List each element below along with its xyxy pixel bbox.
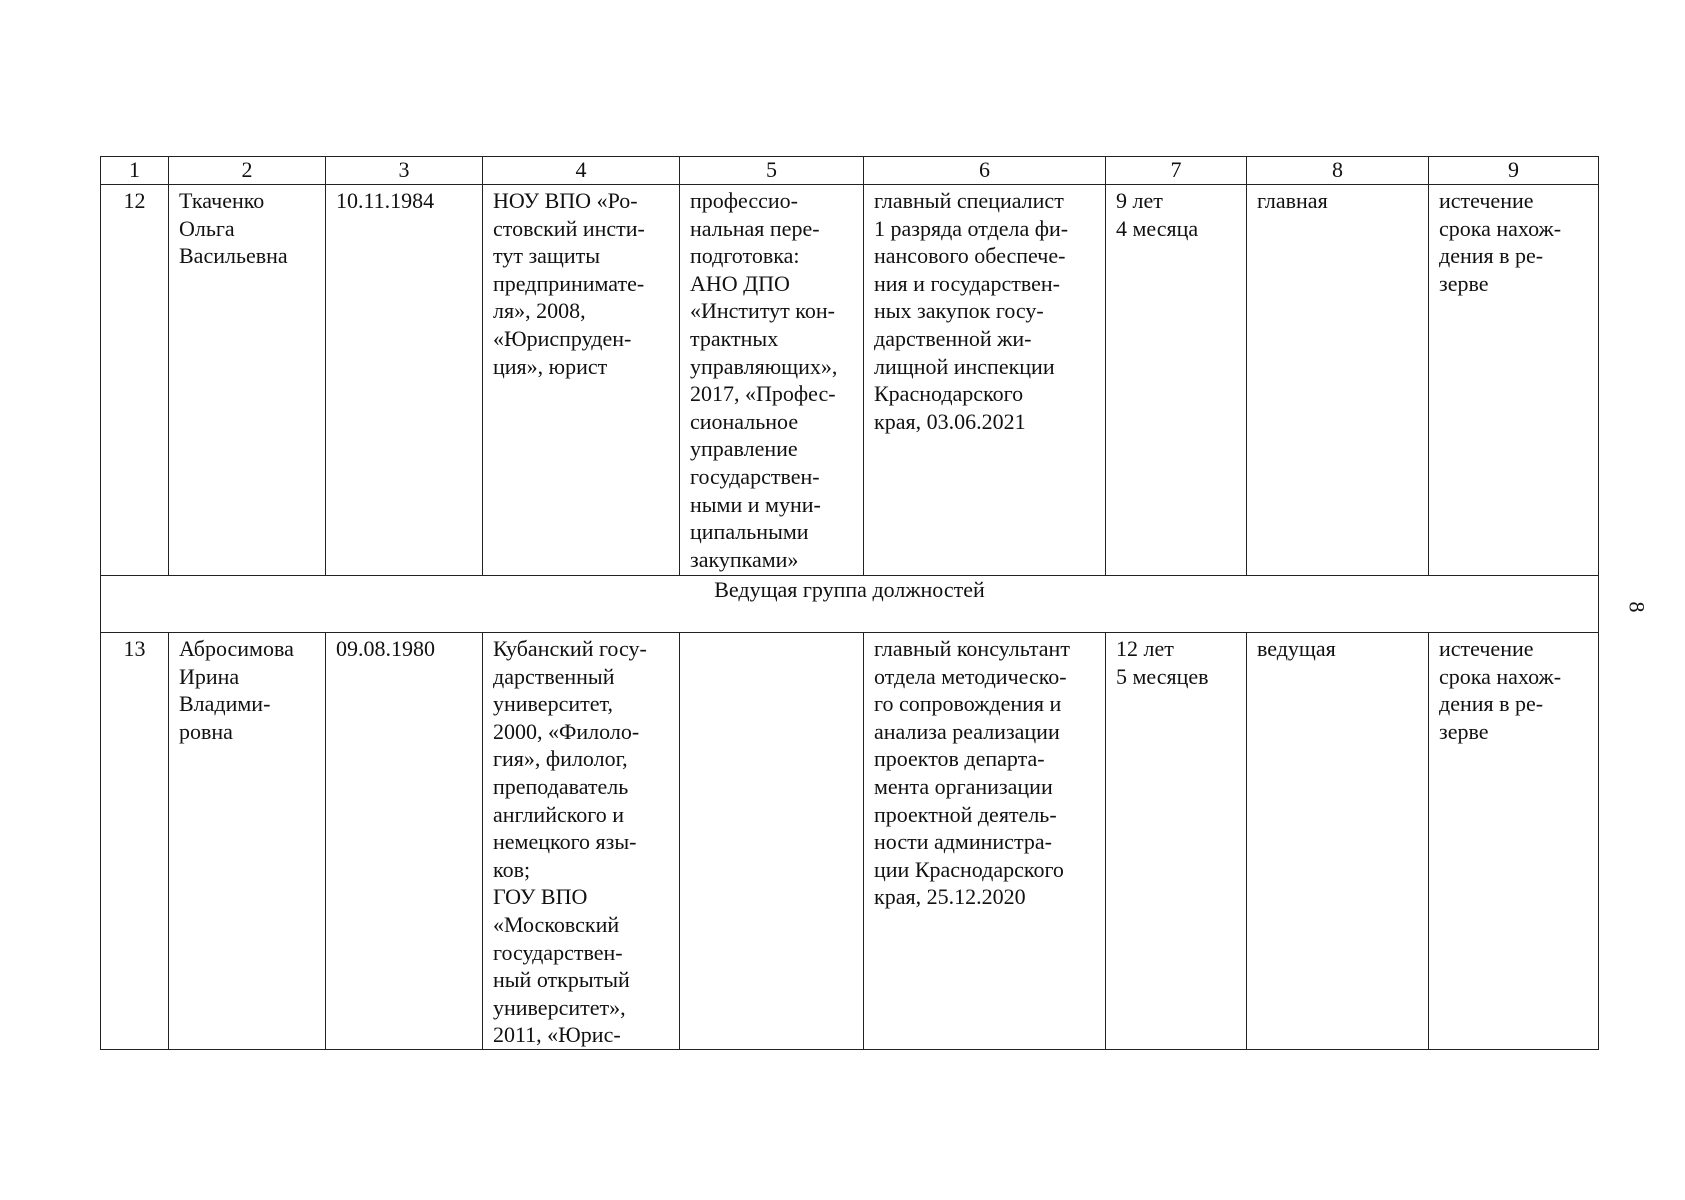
- cell-line: ля», 2008,: [493, 298, 586, 324]
- cell-line: стовский инсти-: [493, 215, 645, 241]
- cell-line: анализа реализации: [874, 718, 1060, 744]
- group-cell: главная: [1247, 185, 1429, 576]
- cell-line: главный консультант: [874, 636, 1070, 661]
- reason-cell: [1429, 633, 1599, 1050]
- group-heading-row: [101, 576, 1599, 633]
- cell-line: управляющих»,: [690, 353, 838, 379]
- name-cell: [169, 633, 326, 1050]
- name-cell: [169, 185, 326, 576]
- column-number-row: [101, 157, 1599, 185]
- cell-line: профессио-: [690, 188, 798, 213]
- cell-line: 2000, «Филоло-: [493, 718, 640, 744]
- additional-education-cell: [680, 185, 864, 576]
- cell-line: ГОУ ВПО: [493, 884, 588, 910]
- cell-line: предпринимате-: [493, 270, 645, 296]
- column-header: 4: [483, 157, 680, 185]
- cell-line: Ольга: [179, 215, 235, 241]
- cell-line: ния и государствен-: [874, 270, 1061, 296]
- experience-cell: [1106, 633, 1247, 1050]
- cell-line: «Московский: [493, 911, 620, 937]
- cell-line: отдела методическо-: [874, 663, 1067, 689]
- experience-cell: [1106, 185, 1247, 576]
- birth-date-cell: 09.08.1980: [326, 633, 483, 1050]
- column-header: 1: [101, 157, 169, 185]
- page-number: 8: [1624, 601, 1650, 613]
- row-number: 13: [101, 633, 169, 1050]
- cell-line: трактных: [690, 325, 779, 351]
- cell-line: срока нахож-: [1439, 215, 1562, 241]
- cell-line: «Юриспруден-: [493, 325, 632, 351]
- position-cell: [864, 633, 1106, 1050]
- cell-line: зерве: [1439, 718, 1489, 744]
- cell-line: Владими-: [179, 691, 271, 717]
- cell-line: истечение: [1439, 188, 1534, 213]
- cell-line: дения в ре-: [1439, 243, 1544, 269]
- cell-line: государствен-: [493, 939, 623, 965]
- education-cell: [483, 185, 680, 576]
- column-header: 2: [169, 157, 326, 185]
- cell-line: дарственный: [493, 663, 615, 689]
- cell-line: ципальными: [690, 519, 809, 545]
- cell-line: Ирина: [179, 663, 240, 689]
- column-header: 7: [1106, 157, 1247, 185]
- cell-line: ный открытый: [493, 967, 630, 993]
- cell-line: Краснодарского: [874, 381, 1024, 407]
- group-cell: ведущая: [1247, 633, 1429, 1050]
- cell-line: 4 месяца: [1116, 215, 1199, 241]
- cell-line: дения в ре-: [1439, 691, 1544, 717]
- cell-line: лищной инспекции: [874, 353, 1055, 379]
- cell-line: «Институт кон-: [690, 298, 835, 324]
- cell-line: 1 разряда отдела фи-: [874, 215, 1069, 241]
- cell-line: ция», юрист: [493, 353, 608, 379]
- cell-line: нансового обеспече-: [874, 243, 1066, 269]
- cell-line: истечение: [1439, 636, 1534, 661]
- cell-line: закупками»: [690, 546, 799, 572]
- group-heading: Ведущая группа должностей: [101, 576, 1599, 633]
- reserve-table: [100, 156, 1599, 1050]
- reason-cell: [1429, 185, 1599, 576]
- cell-line: гия», филолог,: [493, 746, 628, 772]
- cell-line: 12 лет: [1116, 636, 1174, 661]
- cell-line: преподаватель: [493, 773, 629, 799]
- cell-line: Ткаченко: [179, 188, 265, 213]
- cell-line: управление: [690, 436, 798, 462]
- cell-line: немецкого язы-: [493, 829, 637, 855]
- education-cell: [483, 633, 680, 1050]
- cell-line: Васильевна: [179, 243, 288, 269]
- column-header: 5: [680, 157, 864, 185]
- cell-line: сиональное: [690, 408, 799, 434]
- cell-line: университет»,: [493, 994, 626, 1020]
- cell-line: подготовка:: [690, 243, 800, 269]
- cell-line: Абросимова: [179, 636, 294, 661]
- cell-line: Кубанский госу-: [493, 636, 647, 661]
- cell-line: ции Краснодарского: [874, 856, 1064, 882]
- cell-line: 9 лет: [1116, 188, 1163, 213]
- cell-line: мента организации: [874, 773, 1053, 799]
- cell-line: ности администра-: [874, 829, 1052, 855]
- cell-line: срока нахож-: [1439, 663, 1562, 689]
- row-number: 12: [101, 185, 169, 576]
- cell-line: проектов департа-: [874, 746, 1045, 772]
- cell-line: зерве: [1439, 270, 1489, 296]
- cell-line: края, 25.12.2020: [874, 884, 1026, 910]
- cell-line: дарственной жи-: [874, 325, 1032, 351]
- cell-line: государствен-: [690, 463, 820, 489]
- cell-line: тут защиты: [493, 243, 601, 269]
- column-header: 3: [326, 157, 483, 185]
- cell-line: ных закупок госу-: [874, 298, 1044, 324]
- position-cell: [864, 185, 1106, 576]
- table-row: [101, 633, 1599, 1050]
- cell-line: ков;: [493, 856, 531, 882]
- cell-line: края, 03.06.2021: [874, 408, 1026, 434]
- cell-line: НОУ ВПО «Ро-: [493, 188, 638, 213]
- cell-line: главный специалист: [874, 188, 1064, 213]
- column-header: 6: [864, 157, 1106, 185]
- cell-line: нальная пере-: [690, 215, 820, 241]
- cell-line: 2011, «Юрис-: [493, 1022, 621, 1048]
- cell-line: ровна: [179, 718, 233, 744]
- cell-line: университет,: [493, 691, 613, 717]
- column-header: 8: [1247, 157, 1429, 185]
- table-row: [101, 185, 1599, 576]
- cell-line: ными и муни-: [690, 491, 821, 517]
- birth-date-cell: 10.11.1984: [326, 185, 483, 576]
- column-header: 9: [1429, 157, 1599, 185]
- cell-line: 5 месяцев: [1116, 663, 1209, 689]
- cell-line: АНО ДПО: [690, 270, 790, 296]
- cell-line: проектной деятель-: [874, 801, 1057, 827]
- cell-line: английского и: [493, 801, 625, 827]
- additional-education-cell: [680, 633, 864, 1050]
- cell-line: 2017, «Профес-: [690, 381, 836, 407]
- cell-line: го сопровождения и: [874, 691, 1062, 717]
